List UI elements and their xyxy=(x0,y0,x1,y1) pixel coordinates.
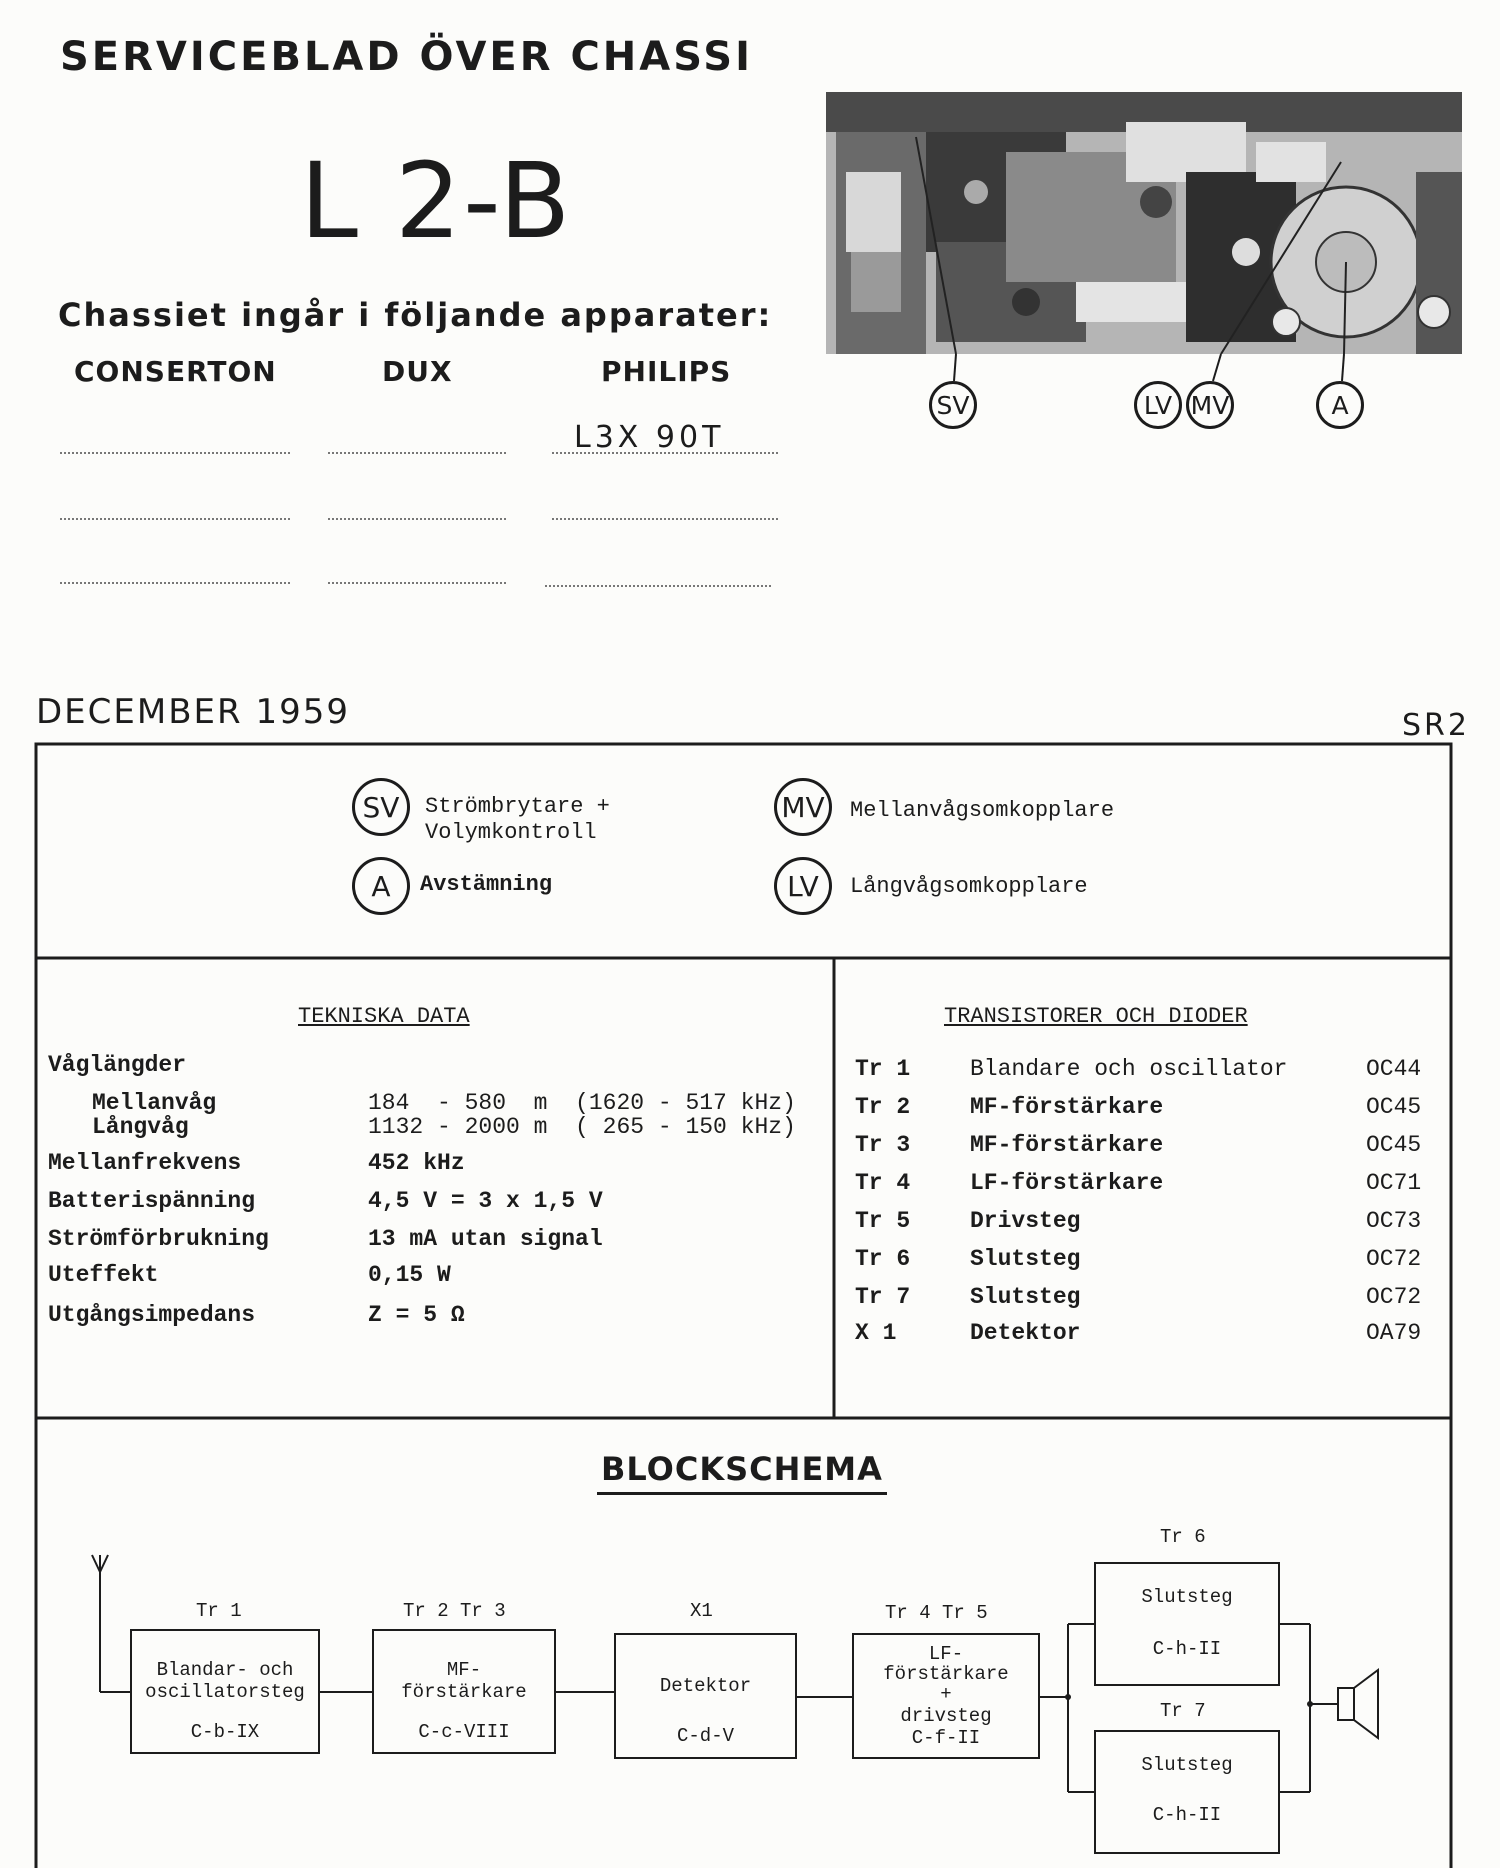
block-diagram-title: BLOCKSCHEMA xyxy=(597,1450,887,1495)
block-code: C-h-II xyxy=(1152,1804,1222,1826)
block-detector xyxy=(614,1633,797,1759)
chassis-id: L 2-B xyxy=(300,140,573,262)
tr-type: OC73 xyxy=(1366,1208,1422,1234)
tr-type: OC72 xyxy=(1366,1284,1422,1310)
block-output-stage-tr6 xyxy=(1094,1562,1280,1686)
legend-text-sv-1: Strömbrytare + xyxy=(425,794,610,819)
block-label-tr4-tr5: Tr 4 Tr 5 xyxy=(885,1602,988,1624)
brand-philips: PHILIPS xyxy=(601,355,732,388)
lw-label: Långvåg xyxy=(92,1114,189,1140)
block-text: Slutsteg xyxy=(1141,1754,1233,1776)
legend-text-lv: Långvågsomkopplare xyxy=(850,874,1088,899)
block-text: Detektor xyxy=(659,1675,752,1697)
tr-ref: Tr 6 xyxy=(855,1246,911,1272)
tr-ref: Tr 4 xyxy=(855,1170,911,1196)
tr-function: Drivsteg xyxy=(970,1208,1081,1234)
mw-label: Mellanvåg xyxy=(92,1090,217,1116)
lw-value: 1132 - 2000 m ( 265 - 150 kHz) xyxy=(368,1114,796,1140)
legend-text-mv: Mellanvågsomkopplare xyxy=(850,798,1115,823)
block-text: MF- xyxy=(446,1659,482,1681)
block-label-x1: X1 xyxy=(690,1600,713,1622)
tr-function: Blandare och oscillator xyxy=(970,1056,1288,1082)
tr-function: MF-förstärkare xyxy=(970,1094,1164,1120)
brand-dux: DUX xyxy=(382,355,453,388)
speaker-icon xyxy=(1338,1670,1378,1738)
tech-label-current: Strömförbrukning xyxy=(48,1226,269,1252)
tr-ref: Tr 1 xyxy=(855,1056,911,1082)
tr-ref: Tr 7 xyxy=(855,1284,911,1310)
block-code: C-f-II xyxy=(911,1727,981,1749)
tech-value-current: 13 mA utan signal xyxy=(368,1226,603,1252)
tech-label-battery: Batterispänning xyxy=(48,1188,256,1214)
marker-mv: MV xyxy=(1186,381,1234,429)
block-code: C-b-IX xyxy=(190,1721,260,1743)
brand-conserton: CONSERTON xyxy=(74,355,277,388)
tech-label-output: Uteffekt xyxy=(48,1262,159,1288)
block-label-tr2-tr3: Tr 2 Tr 3 xyxy=(403,1600,506,1622)
marker-lv: LV xyxy=(1134,381,1182,429)
block-label-tr6: Tr 6 xyxy=(1160,1526,1206,1548)
tr-type: OC71 xyxy=(1366,1170,1422,1196)
legend-symbol-a: A xyxy=(352,857,410,915)
block-label-tr1: Tr 1 xyxy=(196,1600,242,1622)
legend-symbol-mv: MV xyxy=(774,778,832,836)
block-output-stage-tr7 xyxy=(1094,1730,1280,1854)
tr-type: OC44 xyxy=(1366,1056,1422,1082)
block-text: förstärkare xyxy=(883,1663,1009,1685)
sheet-code: SR2 xyxy=(1402,708,1470,743)
transistors-heading: TRANSISTORER OCH DIODER xyxy=(944,1004,1248,1029)
tr-type: OA79 xyxy=(1366,1320,1422,1346)
legend-symbol-sv: SV xyxy=(352,778,410,836)
block-code: C-c-VIII xyxy=(418,1721,510,1743)
marker-sv: SV xyxy=(929,381,977,429)
block-text: LF- xyxy=(928,1643,964,1665)
block-label-tr7: Tr 7 xyxy=(1160,1700,1206,1722)
tr-function: Slutsteg xyxy=(970,1284,1081,1310)
block-text: förstärkare xyxy=(401,1681,527,1703)
tr-ref: Tr 2 xyxy=(855,1094,911,1120)
tr-type: OC72 xyxy=(1366,1246,1422,1272)
apparatus-heading: Chassiet ingår i följande apparater: xyxy=(58,296,773,334)
tr-type: OC45 xyxy=(1366,1094,1422,1120)
tr-ref: X 1 xyxy=(855,1320,897,1346)
block-mixer-oscillator xyxy=(130,1629,320,1754)
tech-value-if: 452 kHz xyxy=(368,1150,465,1176)
legend-text-a: Avstämning xyxy=(420,872,553,897)
tech-value-battery: 4,5 V = 3 x 1,5 V xyxy=(368,1188,603,1214)
tr-type: OC45 xyxy=(1366,1132,1422,1158)
block-af-driver xyxy=(852,1633,1040,1759)
tr-function: MF-förstärkare xyxy=(970,1132,1164,1158)
block-text: drivsteg xyxy=(900,1705,992,1727)
mw-value: 184 - 580 m (1620 - 517 kHz) xyxy=(368,1090,796,1116)
block-code: C-h-II xyxy=(1152,1638,1222,1660)
tr-function: Detektor xyxy=(970,1320,1081,1346)
block-text: + xyxy=(940,1683,952,1705)
issue-date: DECEMBER 1959 xyxy=(36,692,350,732)
tr-function: Slutsteg xyxy=(970,1246,1081,1272)
tech-label-if: Mellanfrekvens xyxy=(48,1150,242,1176)
block-if-amplifier xyxy=(372,1629,556,1754)
tr-ref: Tr 5 xyxy=(855,1208,911,1234)
legend-symbol-lv: LV xyxy=(774,857,832,915)
tech-value-output: 0,15 W xyxy=(368,1262,451,1288)
tech-value-impedance: Z = 5 Ω xyxy=(368,1302,465,1328)
block-code: C-d-V xyxy=(676,1725,734,1747)
wavelength-label: Våglängder xyxy=(48,1052,187,1078)
tech-data-heading: TEKNISKA DATA xyxy=(298,1004,470,1029)
legend-text-sv-2: Volymkontroll xyxy=(425,820,597,845)
tr-ref: Tr 3 xyxy=(855,1132,911,1158)
block-text: oscillatorsteg xyxy=(145,1681,305,1703)
sheet-title: SERVICEBLAD ÖVER CHASSI xyxy=(60,34,753,80)
tech-label-impedance: Utgångsimpedans xyxy=(48,1302,256,1328)
tr-function: LF-förstärkare xyxy=(970,1170,1164,1196)
block-text: Slutsteg xyxy=(1141,1586,1233,1608)
block-text: Blandar- och xyxy=(156,1659,294,1681)
philips-model: L3X 90T xyxy=(574,420,725,455)
marker-a: A xyxy=(1316,381,1364,429)
